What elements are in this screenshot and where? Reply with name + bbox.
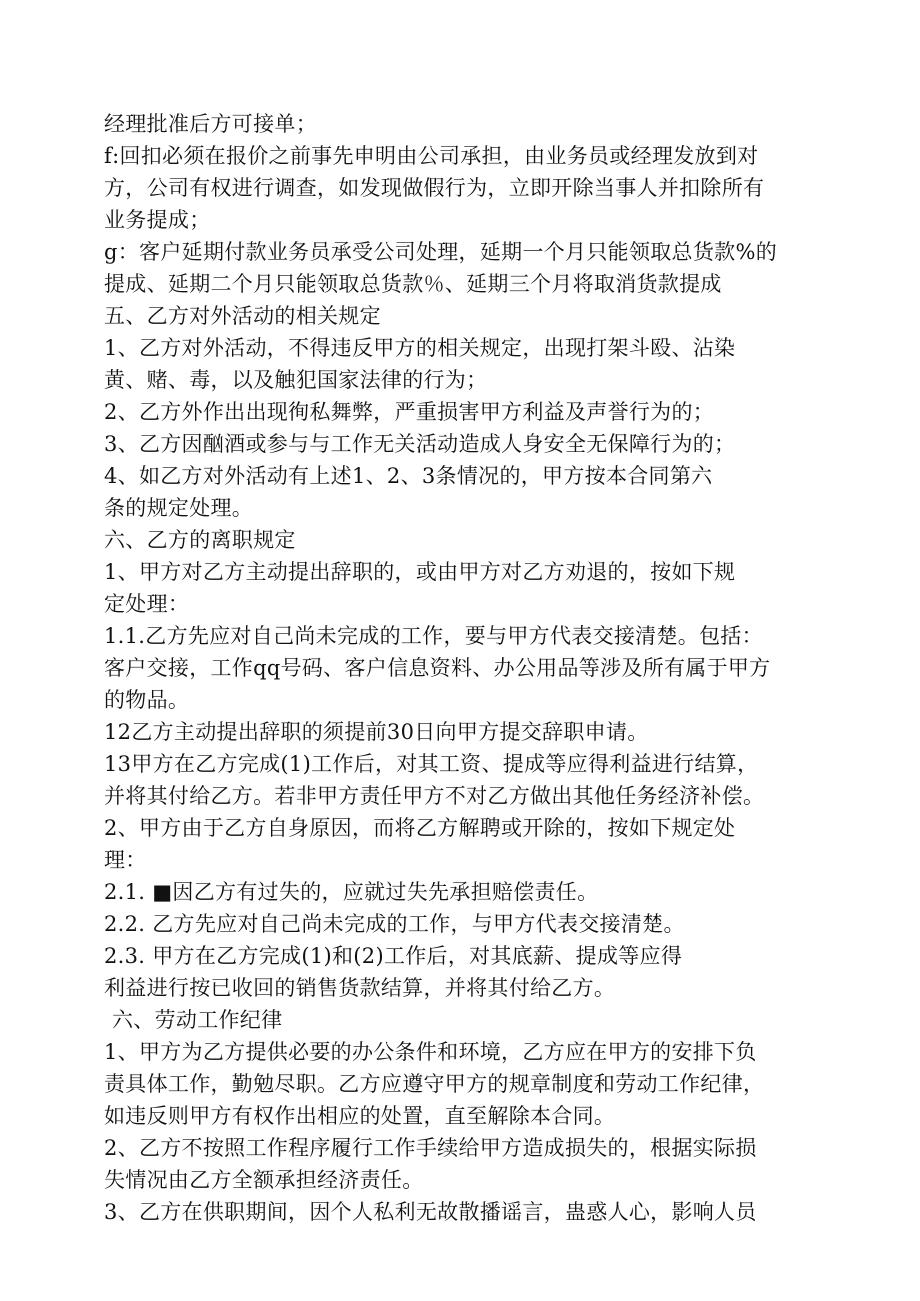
text-line: 经理批准后方可接单； [104,112,317,136]
text-line: 13甲方在乙方完成(1)工作后，对其工资、提成等应得利益进行结算， [104,752,759,776]
text-line: 利益进行按已收回的销售货款结算，并将其付给乙方。 [104,976,616,1000]
text-line: 3、乙方在供职期间，因个人私利无故散播谣言，蛊惑人心，影响人员 [104,1200,757,1224]
text-line: 条的规定处理。 [104,496,254,520]
text-line: 并将其付给乙方。若非甲方责任甲方不对乙方做出其他任务经济补偿。 [104,784,765,808]
text-line: g：客户延期付款业务员承受公司处理，延期一个月只能领取总货款%的 [104,240,777,264]
text-line: 2.2. 乙方先应对自己尚未完成的工作，与甲方代表交接清楚。 [104,912,685,936]
text-line: 客户交接，工作qq号码、客户信息资料、办公用品等涉及所有属于甲方 [104,656,771,680]
text-line: 1、乙方对外活动，不得违反甲方的相关规定，出现打架斗殴、沾染 [104,336,736,360]
section-heading: 六、乙方的离职规定 [104,528,296,552]
text-line: 12乙方主动提出辞职的须提前30日向甲方提交辞职申请。 [104,720,649,744]
document-body [104,108,884,1228]
text-line: 1、甲方为乙方提供必要的办公条件和环境，乙方应在甲方的安排下负 [104,1040,757,1064]
text-line: 定处理： [104,592,190,616]
text-line: 2、乙方不按照工作程序履行工作手续给甲方造成损失的，根据实际损 [104,1136,757,1160]
text-line: 方，公司有权进行调查，如发现做假行为，立即开除当事人并扣除所有 [104,176,765,200]
text-line: 2.3. 甲方在乙方完成(1)和(2)工作后，对其底薪、提成等应得 [104,944,683,968]
section-heading: 五、乙方对外活动的相关规定 [104,304,381,328]
text-line: 责具体工作，勤勉尽职。乙方应遵守甲方的规章制度和劳动工作纪律， [104,1072,765,1096]
text-line: 业务提成； [104,208,211,232]
text-line: 黄、赌、毒，以及触犯国家法律的行为； [104,368,488,392]
text-line: 1.1.乙方先应对自己尚未完成的工作，要与甲方代表交接清楚。包括： [104,624,763,648]
text-line: 如违反则甲方有权作出相应的处置，直至解除本合同。 [104,1104,616,1128]
section-heading: 六、劳动工作纪律 [112,1008,283,1032]
text-line: 的物品。 [104,688,190,712]
text-line: 2.1. ■因乙方有过失的，应就过失先承担赔偿责任。 [104,880,599,904]
text-line: 理： [104,848,147,872]
text-line: f:回扣必须在报价之前事先申明由公司承担，由业务员或经理发放到对 [104,144,759,168]
text-line: 4、如乙方对外活动有上述1、2、3条情况的，甲方按本合同第六 [104,464,713,488]
text-line: 失情况由乙方全额承担经济责任。 [104,1168,424,1192]
text-line: 1、甲方对乙方主动提出辞职的，或由甲方对乙方劝退的，按如下规 [104,560,736,584]
text-line: 提成、延期二个月只能领取总货款％、延期三个月将取消货款提成 [104,272,722,296]
text-line: 2、甲方由于乙方自身原因，而将乙方解聘或开除的，按如下规定处 [104,816,736,840]
text-line: 3、乙方因酗酒或参与与工作无关活动造成人身安全无保障行为的； [104,432,736,456]
text-line: 2、乙方外作出出现徇私舞弊，严重损害甲方利益及声誉行为的； [104,400,715,424]
